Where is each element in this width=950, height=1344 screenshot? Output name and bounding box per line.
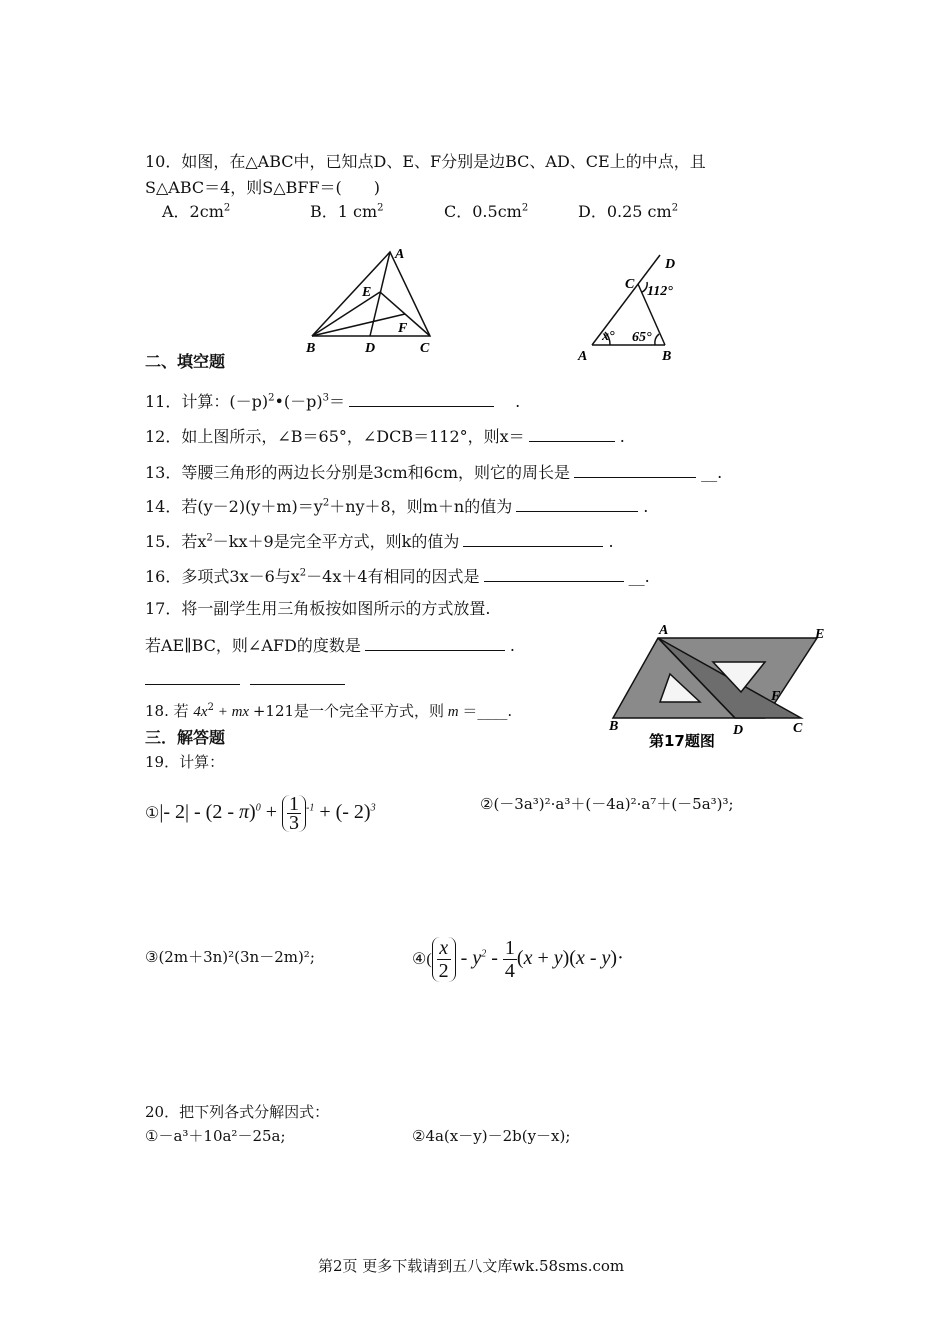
label-d: D	[365, 341, 376, 356]
q13: 13．等腰三角形的两边长分别是3cm和6cm，则它的周长是 __.	[145, 463, 723, 482]
fig17-label-c: C	[793, 721, 803, 736]
angle-figure	[570, 250, 690, 365]
q17-line2: 若AE∥BC，则∠AFD的度数是 .	[145, 636, 515, 655]
q16: 16．多项式3x－6与$x^2-4x+4$有相同的因式是 __.	[145, 567, 650, 586]
fig17-label-b: B	[609, 719, 619, 734]
q20-title: 20．把下列各式分解因式：	[145, 1103, 330, 1121]
q20-part1: ①－a³＋10a²－25a;	[145, 1127, 286, 1145]
label-e: E	[362, 285, 372, 300]
label-a: A	[395, 247, 405, 262]
q12: 12．如上图所示，∠B＝65°，∠DCB＝112°，则x＝ .	[145, 427, 625, 446]
q17-blank[interactable]	[365, 634, 505, 651]
q19-title: 19．计算：	[145, 753, 225, 771]
label-x: x°	[602, 329, 615, 344]
q10-option-c: C．$0.5cm^2$	[444, 202, 529, 221]
q18: 18. 若 $4x^2$ + mx +121是一个完全平方式，则 m ＝____.	[145, 702, 513, 720]
q19-part1: ①|- 2| - (2 - π)$^0$ + 1 $3^{-1}$ + (- 2)$^3$	[145, 793, 376, 834]
q15: 15．若$x^2-kx+9$是完全平方式，则k的值为 .	[145, 532, 614, 551]
q19-part2: ②(－3a³)²·a³＋(－4a)²·a⁷＋(－5a³)³;	[480, 795, 734, 813]
q10-line2: S△ABC＝4，则S△BFF＝( )	[145, 178, 381, 197]
label-b: B	[306, 341, 316, 356]
q17-extra-blank-2	[250, 684, 345, 685]
q11-blank[interactable]	[349, 390, 494, 407]
label-b2: B	[662, 349, 672, 364]
q16-blank[interactable]	[484, 565, 624, 582]
q14: 14．若$(y-2)(y+m)=y^2+ny+8$，则m＋n的值为 .	[145, 497, 649, 516]
q10-option-d: D．0.25 $cm^2$	[578, 202, 679, 221]
q19-part4: $④(\frac{x}{2} - y^2 - 1$ 4(x + y)(x - y)·	[412, 937, 624, 982]
q10-option-a: A．$2cm^2$	[162, 202, 231, 221]
set-square-figure	[605, 622, 835, 752]
section-fill-in-heading: 二、填空题	[145, 352, 226, 371]
q12-blank[interactable]	[529, 425, 615, 442]
page-footer: 第2页 更多下载请到五八文库wk.58sms.com	[318, 1257, 625, 1275]
label-c2: C	[625, 277, 635, 292]
q19-part3: ③(2m＋3n)²(3n－2m)²;	[145, 948, 315, 966]
q10-option-b: B．1 $cm^2$	[310, 202, 384, 221]
fig17-caption: 第17题图	[649, 732, 715, 750]
q17-line1: 17．将一副学生用三角板按如图所示的方式放置.	[145, 599, 491, 618]
q13-blank[interactable]	[574, 461, 696, 478]
q10-line1: 10．如图，在△ABC中，已知点D、E、F分别是边BC、AD、CE上的中点，且	[145, 152, 706, 171]
label-d2: D	[665, 257, 676, 272]
q17-extra-blank-1	[145, 684, 240, 685]
label-a2: A	[578, 349, 588, 364]
q11: 11．计算：$(-p)^2•(-p)^3=$ .	[145, 392, 521, 411]
label-65: 65°	[632, 330, 652, 345]
fig17-label-a: A	[659, 623, 669, 638]
label-f: F	[398, 321, 408, 336]
fig17-label-f: F	[771, 689, 781, 704]
label-c: C	[420, 341, 430, 356]
label-112: 112°	[647, 284, 673, 299]
triangle-abc-figure	[300, 242, 450, 357]
q14-blank[interactable]	[516, 495, 638, 512]
section-solve-heading: 三．解答题	[145, 728, 226, 747]
q20-part2: ②4a(x－y)－2b(y－x);	[412, 1127, 571, 1145]
fig17-label-e: E	[815, 627, 825, 642]
fig17-label-d: D	[733, 723, 744, 738]
q15-blank[interactable]	[463, 530, 603, 547]
